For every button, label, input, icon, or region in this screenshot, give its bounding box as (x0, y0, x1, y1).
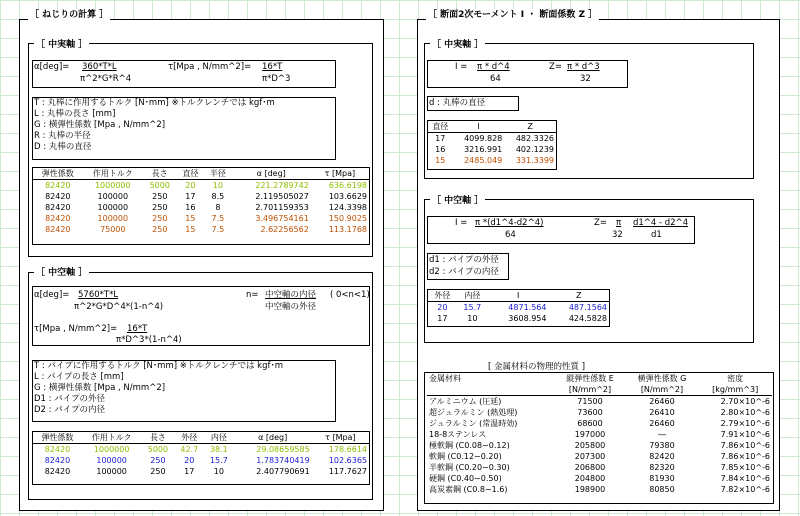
def-d1: d1 : パイプの外径 (429, 255, 499, 265)
table-cell[interactable]: 207300 (574, 452, 606, 461)
table-cell[interactable]: 79380 (649, 441, 675, 450)
table-cell[interactable]: 15 (435, 156, 446, 165)
table-cell[interactable]: 17 (184, 467, 195, 476)
table-cell[interactable]: 82420 (44, 467, 71, 476)
n-denominator: 中空軸の外径 (265, 302, 317, 312)
table-cell[interactable]: 100000 (96, 456, 127, 465)
table-cell[interactable]: ― (657, 430, 666, 439)
Z-numerator: π * d^3 (567, 62, 600, 72)
hollow-Z-pi: π (616, 218, 622, 228)
table-cell[interactable]: 100000 (97, 192, 129, 201)
def-d2: d2 : パイプの内径 (429, 267, 499, 277)
table-cell[interactable]: 26460 (649, 397, 675, 406)
hollow-Z-den-d1: d1 (651, 230, 662, 240)
table-row (427, 462, 772, 473)
table-cell[interactable]: 124.3398 (328, 203, 367, 212)
table-cell[interactable]: 82420 (45, 192, 71, 201)
hollow-tau-denominator: π*D^3*(1-n^4) (116, 335, 182, 345)
hollow-shaft-header: ［ 中空軸 ］ (36, 268, 88, 278)
table-cell[interactable]: 16 (435, 145, 446, 154)
table-row (427, 418, 772, 429)
table-cell[interactable]: 硬鋼 (C0.40∼0.50) (429, 474, 502, 483)
I-lhs: I = (455, 62, 468, 72)
column-header: 長さ (143, 168, 177, 180)
column-header: 横弾性係数 G (637, 374, 687, 383)
hdef-D1: D1 : パイプの外径 (34, 394, 105, 404)
table-cell[interactable]: 75000 (100, 225, 126, 234)
hollow-I-denominator: 64 (505, 230, 516, 240)
column-header: τ [Mpa] (311, 168, 369, 180)
table-cell[interactable]: 7.86×10^-6 (720, 441, 770, 450)
table-row (33, 224, 369, 235)
table-cell[interactable]: 71500 (577, 397, 603, 406)
table-cell[interactable]: 197000 (574, 430, 606, 439)
hollow-Z-numerator: d1^4 - d2^4 (633, 218, 689, 228)
table-cell[interactable]: 26460 (649, 419, 675, 428)
table-cell[interactable]: 82420 (45, 214, 71, 223)
table-cell[interactable]: 2.119505027 (255, 192, 309, 201)
table-cell[interactable]: 113.1768 (328, 225, 367, 234)
table-cell[interactable]: 10 (213, 467, 224, 476)
table-cell[interactable]: 103.6629 (328, 192, 367, 201)
n-numerator: 中空軸の内径 (265, 290, 317, 300)
column-header: α [deg] (232, 168, 311, 180)
table-cell[interactable]: 18-8ステンレス (429, 430, 487, 439)
materials-title: [ 金属材料の物理的性質 ] (488, 362, 586, 372)
table-cell[interactable]: 100000 (96, 467, 127, 476)
table-cell[interactable]: 250 (152, 214, 168, 223)
table-cell[interactable]: 5000 (147, 445, 169, 454)
def-d: d : 丸棒の直径 (429, 98, 486, 108)
column-header: 直径 (428, 121, 453, 133)
column-header: 縦弾性係数 E (566, 374, 614, 383)
table-row (427, 440, 772, 451)
Z-lhs: Z= (549, 62, 562, 72)
table-cell[interactable]: 424.5828 (568, 314, 607, 323)
table-cell[interactable]: 100000 (97, 203, 129, 212)
table-cell[interactable]: 1000000 (94, 181, 131, 190)
table-cell[interactable]: 7.5 (211, 214, 225, 223)
table-cell[interactable]: 7.5 (211, 225, 225, 234)
section-solid-header: ［ 中実軸 ］ (432, 40, 484, 50)
table-header-row (428, 290, 609, 302)
table-cell[interactable]: 198900 (574, 485, 606, 494)
table-cell[interactable]: 極軟鋼 (C0.08∼0.12) (429, 441, 510, 450)
hollow-alpha-numerator: 5760*T*L (78, 290, 119, 300)
table-cell[interactable]: 26410 (649, 408, 675, 417)
hollow-definitions (34, 361, 283, 416)
table-header-row (33, 432, 369, 444)
table-cell[interactable]: 15 (185, 214, 196, 223)
table-cell[interactable]: 15 (185, 225, 196, 234)
column-header: α [deg] (234, 432, 312, 444)
table-cell[interactable]: 81930 (649, 474, 675, 483)
column-header: 金属材料 (429, 374, 461, 383)
table-row (427, 429, 772, 440)
table-row (33, 202, 369, 213)
tau-formula-numerator: 16*T (262, 62, 283, 72)
table-cell[interactable]: 402.1239 (515, 145, 554, 154)
alpha-formula-denominator: π^2*G*R^4 (80, 74, 132, 84)
table-cell[interactable]: 250 (152, 192, 168, 201)
table-row (33, 466, 369, 477)
table-row (33, 455, 369, 466)
column-header: 外径 (428, 290, 457, 302)
table-row (33, 444, 369, 456)
table-cell[interactable]: 8.5 (211, 192, 225, 201)
hdef-T: T : パイプに作用するトルク [N･mm] ※トルクレンチでは kgf･m (34, 361, 284, 371)
table-cell[interactable]: 4871.564 (508, 303, 547, 312)
table-cell[interactable]: 82320 (649, 463, 675, 472)
n-lhs: n= (246, 290, 259, 300)
materials-table (427, 373, 772, 495)
column-header: 半径 (204, 168, 232, 180)
solid-torsion-table (33, 168, 369, 235)
table-cell[interactable]: 38.1 (209, 445, 228, 454)
Z-denominator: 32 (580, 74, 591, 84)
column-header: Z (548, 290, 609, 302)
table-cell[interactable]: 29.08659585 (256, 445, 310, 454)
table-cell[interactable]: 73600 (577, 408, 603, 417)
solid-definitions (34, 98, 275, 153)
table-cell[interactable]: 250 (152, 225, 168, 234)
table-header-row (427, 373, 772, 384)
solid-shaft-header: ［ 中実軸 ］ (36, 40, 88, 50)
table-row (33, 180, 369, 192)
table-cell[interactable]: 7.85×10^-6 (720, 463, 770, 472)
table-cell[interactable]: ジュラルミン (常温時効) (429, 419, 518, 428)
table-cell[interactable]: 250 (152, 203, 168, 212)
table-row (33, 191, 369, 202)
table-row (427, 407, 772, 418)
table-cell[interactable]: 7.91×10^-6 (720, 430, 770, 439)
table-cell[interactable]: 2.80×10^-6 (720, 408, 770, 417)
table-cell[interactable]: 221.2789742 (255, 181, 309, 190)
table-cell[interactable]: 17 (185, 192, 196, 201)
table-cell[interactable]: 636.6198 (328, 181, 367, 190)
column-header: [N/mm^2] (554, 384, 625, 396)
column-header: I (453, 121, 505, 133)
table-row (428, 302, 609, 314)
column-header: 長さ (141, 432, 174, 444)
table-header-row (33, 168, 369, 180)
table-row (428, 133, 556, 145)
table-cell[interactable]: 100000 (97, 214, 129, 223)
n-condition: ( 0<n<1) (330, 290, 370, 300)
column-header: τ [Mpa] (312, 432, 369, 444)
table-cell[interactable]: 10 (467, 314, 478, 323)
table-cell[interactable]: 高炭素鋼 (C0.8∼1.6) (429, 485, 508, 494)
table-cell[interactable]: 250 (150, 456, 166, 465)
table-cell[interactable]: アルミニウム (圧延) (429, 397, 502, 406)
table-cell[interactable]: 68600 (577, 419, 603, 428)
table-cell[interactable]: 80850 (649, 485, 675, 494)
def-R: R : 丸棒の半径 (34, 131, 91, 141)
table-cell[interactable]: 82420 (45, 203, 71, 212)
hollow-Z-lhs: Z= (594, 218, 607, 228)
table-cell[interactable]: 206800 (574, 463, 606, 472)
table-cell[interactable]: 1000000 (93, 445, 130, 454)
table-cell[interactable]: 3.496754161 (255, 214, 309, 223)
table-cell[interactable]: 2.701159353 (255, 203, 309, 212)
table-cell[interactable]: 2485.049 (464, 156, 503, 165)
table-cell[interactable]: 7.84×10^-6 (720, 474, 770, 483)
hollow-tau-lhs: τ[Mpa , N/mm^2]= (34, 324, 118, 334)
table-cell[interactable]: 半軟鋼 (C0.20∼0.30) (429, 463, 510, 472)
table-cell[interactable]: 10 (212, 181, 223, 190)
table-cell[interactable]: 2.62256562 (260, 225, 309, 234)
table-cell[interactable]: 117.7627 (328, 467, 367, 476)
table-cell[interactable]: 482.3326 (515, 134, 554, 143)
table-cell[interactable]: 5000 (149, 181, 170, 190)
table-row (428, 144, 556, 155)
hdef-L: L : パイプの長さ [mm] (34, 372, 124, 382)
table-cell[interactable]: 2.407790691 (256, 467, 310, 476)
table-row (427, 484, 772, 495)
hollow-alpha-lhs: α[deg]= (34, 290, 70, 300)
table-row (427, 396, 772, 408)
column-header: 外径 (174, 432, 204, 444)
hollow-tau-numerator: 16*T (127, 324, 148, 334)
table-cell[interactable]: 15.7 (209, 456, 228, 465)
column-header: I (488, 290, 549, 302)
table-cell[interactable]: 20 (185, 181, 196, 190)
table-cell[interactable]: 軟鋼 (C0.12∼0.20) (429, 452, 502, 461)
column-header: 作用トルク (82, 432, 142, 444)
table-header-row (428, 121, 556, 133)
section-hollow-header: ［ 中空軸 ］ (432, 196, 484, 206)
alpha-formula-numerator: 360*T*L (82, 62, 117, 72)
def-D: D : 丸棒の直径 (34, 142, 92, 152)
table-cell[interactable]: 82420 (45, 225, 71, 234)
column-header (427, 384, 554, 396)
table-cell[interactable]: 204800 (574, 474, 606, 483)
hdef-G: G : 横弾性係数 [Mpa , N/mm^2] (34, 383, 166, 393)
table-cell[interactable]: 20 (437, 303, 448, 312)
table-cell[interactable]: 82420 (649, 452, 675, 461)
table-cell[interactable]: 82420 (45, 181, 71, 190)
table-row (427, 473, 772, 484)
tau-formula-lhs: τ[Mpa , N/mm^2]= (168, 62, 252, 72)
table-cell[interactable]: 7.82×10^-6 (720, 485, 770, 494)
hollow-Z-den-32: 32 (612, 230, 623, 240)
section-hollow-table (428, 290, 609, 324)
column-header: 内径 (457, 290, 488, 302)
column-header: Z (504, 121, 556, 133)
table-cell[interactable]: 331.3399 (515, 156, 554, 165)
table-cell[interactable]: 205800 (574, 441, 606, 450)
column-header: 密度 (727, 374, 744, 383)
column-header: 弾性係数 (33, 432, 82, 444)
table-cell[interactable]: 超ジュラルミン (熱処理) (429, 408, 518, 417)
table-cell[interactable]: 4099.828 (464, 134, 503, 143)
table-cell[interactable]: 17 (435, 134, 446, 143)
table-cell[interactable]: 16 (185, 203, 196, 212)
table-cell[interactable]: 82420 (44, 456, 71, 465)
table-cell[interactable]: 3608.954 (508, 314, 547, 323)
table-cell[interactable]: 7.86×10^-6 (720, 452, 770, 461)
hollow-torsion-table (33, 432, 369, 477)
column-header: 直径 (177, 168, 205, 180)
torsion-title: ［ ねじりの計算 ］ (30, 10, 109, 20)
table-header-row (427, 384, 772, 396)
table-cell[interactable]: 82420 (44, 445, 71, 454)
table-cell[interactable]: 42.7 (180, 445, 199, 454)
column-header: 内径 (204, 432, 234, 444)
table-cell[interactable]: 102.6365 (328, 456, 367, 465)
table-row (33, 213, 369, 224)
table-cell[interactable]: 8 (215, 203, 221, 212)
tau-formula-denominator: π*D^3 (262, 74, 291, 84)
alpha-formula-lhs: α[deg]= (34, 62, 70, 72)
table-cell[interactable]: 20 (184, 456, 195, 465)
I-numerator: π * d^4 (477, 62, 510, 72)
hollow-alpha-denominator: π^2*G*D^4*(1-n^4) (74, 302, 164, 312)
I-denominator: 64 (490, 74, 501, 84)
table-row (427, 451, 772, 462)
table-cell[interactable]: 3216.991 (464, 145, 503, 154)
column-header: 弾性係数 (33, 168, 83, 180)
table-row (428, 313, 609, 324)
table-cell[interactable]: 2.79×10^-6 (720, 419, 770, 428)
column-header: [N/mm^2] (626, 384, 699, 396)
table-cell[interactable]: 150.9025 (328, 214, 367, 223)
table-cell[interactable]: 17 (437, 314, 448, 323)
def-G: G : 横弾性係数 [Mpa , N/mm^2] (34, 120, 166, 130)
table-cell[interactable]: 178.6614 (328, 445, 367, 454)
hollow-I-numerator: π *(d1^4-d2^4) (475, 218, 544, 228)
table-row (428, 155, 556, 166)
section-solid-table (428, 121, 556, 166)
hdef-D2: D2 : パイプの内径 (34, 405, 105, 415)
table-cell[interactable]: 2.70×10^-6 (720, 397, 770, 406)
hollow-I-lhs: I = (455, 218, 468, 228)
table-cell[interactable]: 15.7 (463, 303, 482, 312)
section-title: ［ 断面2次モーメント I ・ 断面係数 Z ］ (428, 10, 598, 20)
def-L: L : 丸棒の長さ [mm] (34, 109, 116, 119)
table-cell[interactable]: 250 (150, 467, 166, 476)
column-header: 作用トルク (83, 168, 143, 180)
table-cell[interactable]: 1.783740419 (256, 456, 310, 465)
table-cell[interactable]: 487.1564 (568, 303, 607, 312)
column-header: [kg/mm^3] (698, 384, 772, 396)
def-T: T : 丸棒に作用するトルク [N･mm] ※トルクレンチでは kgf･m (34, 98, 275, 108)
